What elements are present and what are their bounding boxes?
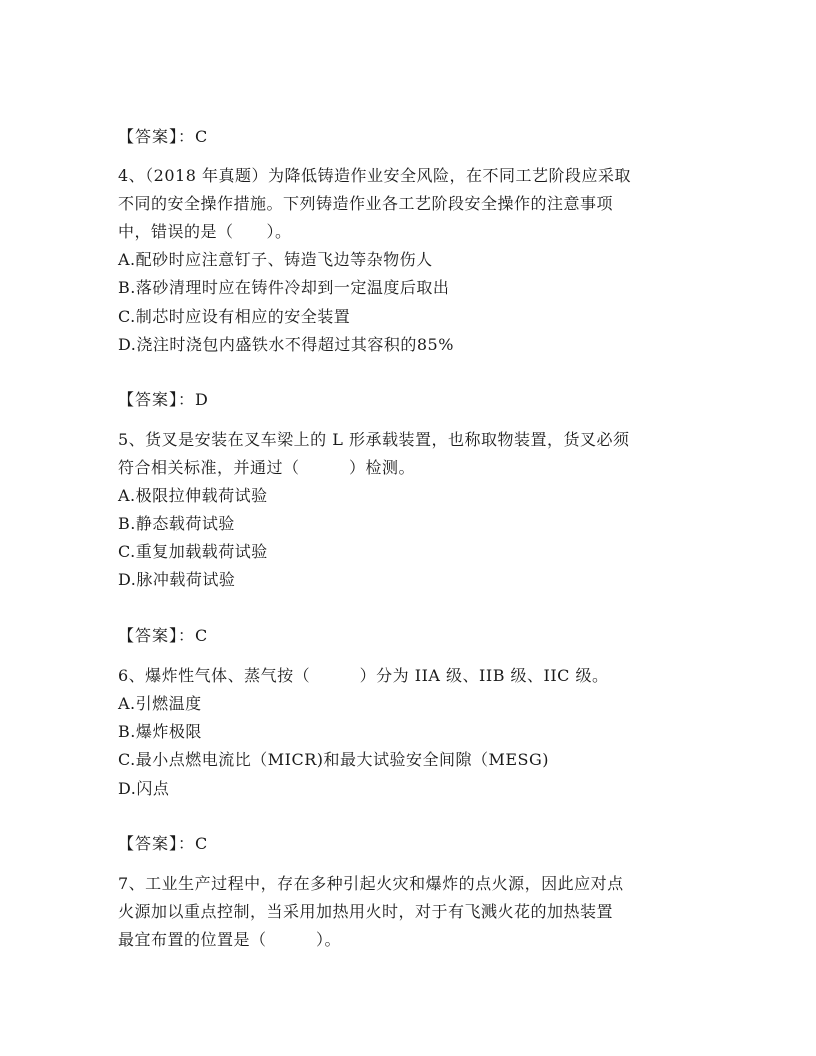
answer-line: 【答案】：C: [118, 626, 209, 645]
answer-line: 【答案】：C: [118, 834, 209, 853]
question-4-stem-line-1: 4、（2018 年真题）为降低铸造作业安全风险，在不同工艺阶段应采取: [118, 166, 631, 185]
question-4-option-a: A.配砂时应注意钉子、铸造飞边等杂物伤人: [118, 250, 433, 269]
question-5-stem-line-2: 符合相关标准，并通过（ ）检测。: [118, 458, 416, 477]
answer-line: 【答案】：D: [118, 390, 209, 409]
question-7-stem-line-2: 火源加以重点控制，当采用加热用火时，对于有飞溅火花的加热装置: [118, 902, 614, 921]
question-5-option-a: A.极限拉伸载荷试验: [118, 486, 268, 505]
question-7-stem-line-3: 最宜布置的位置是（ ）。: [118, 930, 342, 949]
question-5-stem-line-1: 5、货叉是安装在叉车梁上的 L 形承载装置，也称取物装置，货叉必须: [118, 430, 630, 449]
question-5-option-c: C.重复加载载荷试验: [118, 542, 268, 561]
question-5-option-d: D.脉冲载荷试验: [118, 570, 236, 589]
question-5-option-b: B.静态载荷试验: [118, 514, 235, 533]
question-6-stem-line-1: 6、爆炸性气体、蒸气按（ ）分为 IIA 级、IIB 级、IIC 级。: [118, 666, 609, 685]
question-6-option-b: B.爆炸极限: [118, 722, 202, 741]
question-4-option-c: C.制芯时应设有相应的安全装置: [118, 307, 351, 326]
answer-line: 【答案】：C: [118, 127, 209, 146]
question-7-stem-line-1: 7、工业生产过程中，存在多种引起火灾和爆炸的点火源，因此应对点: [118, 874, 624, 893]
question-4-stem-line-3: 中，错误的是（ ）。: [118, 222, 292, 241]
question-6-option-c: C.最小点燃电流比（MICR)和最大试验安全间隙（MESG): [118, 750, 550, 769]
question-4-option-b: B.落砂清理时应在铸件冷却到一定温度后取出: [118, 278, 450, 297]
question-6-option-a: A.引燃温度: [118, 694, 202, 713]
question-6-option-d: D.闪点: [118, 779, 170, 798]
question-4-stem-line-2: 不同的安全操作措施。下列铸造作业各工艺阶段安全操作的注意事项: [118, 194, 614, 213]
question-4-option-d: D.浇注时浇包内盛铁水不得超过其容积的85%: [118, 335, 454, 354]
